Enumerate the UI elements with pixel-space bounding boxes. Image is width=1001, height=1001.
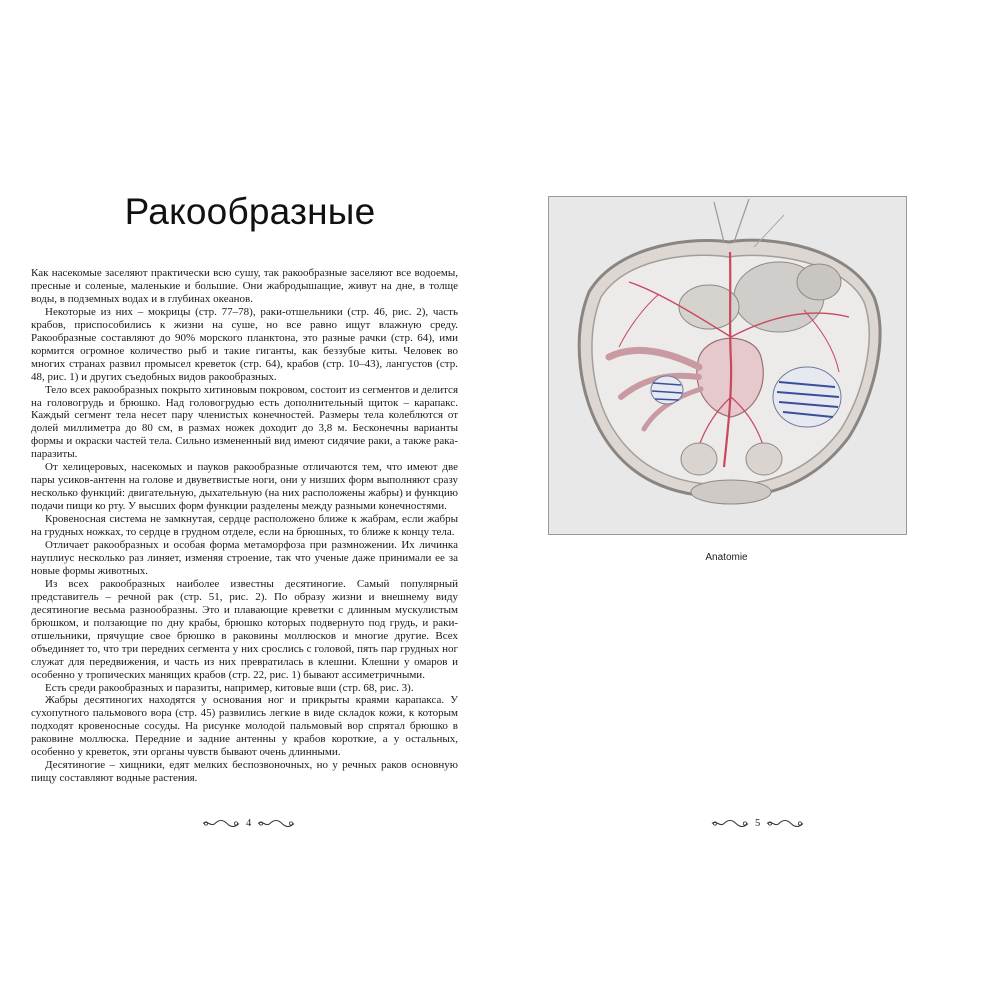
- flourish-ornament-icon: [766, 819, 804, 828]
- page-number-left: [202, 818, 295, 829]
- paragraph: Кровеносная система не замкнутая, сердце расположено ближе к жабрам, если жабры на грудных ножках, то сердце в грудном отделе, если на брюшных, то ближе к концу тела.: [31, 513, 458, 539]
- paragraph: Из всех ракообразных наиболее известны десятиногие. Самый популярный представитель – речной рак (стр. 51, рис. 2). По образу жизни и внешнему виду десятиногие весьма разнообразны. Это и плавающие креветки с длинным мускулистым брюшком, и ползающие по дну крабы, брюшко которых подвернуто под грудь, и раки-отшельники, прячущие свое брюшко в раковины моллюсков и многие другие. Всех объединяет то, что три передних сегмента у них срослись с головой, пять пар грудных ног служат для передвижения, и часть из них превратилась в клешни. Клешни у омаров и особенно у тропических манящих крабов (стр. 22, рис. 1) бывают ассиметричными.: [31, 577, 458, 681]
- paragraph: Есть среди ракообразных и паразиты, например, китовые вши (стр. 68, рис. 3).: [45, 681, 414, 694]
- body-text: [31, 267, 458, 785]
- illustration-caption: Anatomie: [705, 552, 748, 563]
- paragraph: Некоторые из них – мокрицы (стр. 77–78), раки-отшельники (стр. 46, рис. 2), часть крабов, приспособились к жизни на суше, но все равно ищут влажную среду. Ракообразные составляют до 90% морского планктона, это разные рачки (стр. 64), ими кормится огромное количество рыб и такие гиганты, как беззубые киты. Человек во многих странах развил промысел креветок (стр. 64), крабов (стр. 10–43), лангустов (стр. 48, рис. 1) и других съедобных видов ракообразных.: [31, 305, 458, 383]
- flourish-ornament-icon: [257, 819, 295, 828]
- left-page: [0, 0, 500, 1001]
- paragraph: Как насекомые заселяют практически всю сушу, так ракообразные заселяют все водоемы, пресные и соленые, маленькие и большие. Они жабродышащие, живут на дне, в толще воды, в подземных водах и в глубинах океанов.: [31, 267, 458, 305]
- page-number: 4: [246, 818, 252, 829]
- paragraph: От хелицеровых, насекомых и пауков ракообразные отличаются тем, что имеют две пары усиков-антенн на голове и двуветвистые ноги, они у низших форм выполняют сразу несколько функций: двигательную, дыхательную (на них расположены жабры) и функцию подачи пищи ко рту. У высших форм функции разделены между разными конечностями.: [31, 461, 458, 513]
- flourish-ornament-icon: [711, 819, 749, 828]
- anatomy-illustration: [548, 196, 907, 535]
- page-number: 5: [755, 818, 761, 829]
- paragraph: Тело всех ракообразных покрыто хитиновым покровом, состоит из сегментов и делится на головогрудь и брюшко. Над головогрудью есть дополнительный щиток – карапакс. Каждый сегмент тела несет пару членистых конечностей. Размеры тела колеблются от долей миллиметра до 80 см, в размах ножек доходит до 3,8 м. Бесконечны варианты формы и окраски частей тела. Сильно измененный вид имеют сидячие раки, а также рака-паразиты.: [31, 383, 458, 461]
- paragraph: Отличает ракообразных и особая форма метаморфоза при размножении. Их личинка науплиус несколько раз линяет, изменяя строение, так что ученые даже принимали ее за новые формы животных.: [31, 539, 458, 577]
- page-number-right: [711, 818, 804, 829]
- paragraph: Десятиногие – хищники, едят мелких беспозвоночных, но у речных раков основную пищу составляют водные растения.: [31, 759, 458, 785]
- flourish-ornament-icon: [202, 819, 240, 828]
- chapter-title: Ракообразные: [124, 191, 376, 232]
- paragraph: Жабры десятиногих находятся у основания ног и прикрыты краями карапакса. У сухопутного пальмового вора (стр. 45) развились легкие в виде складок кожи, к которым подходят кровеносные сосуды. На рисунке молодой пальмовый вор спрятал брюшко в раковине моллюска. Передние и задние антенны у крабов короткие, а у остальных, особенно у креветок, эти органы чувств бывают очень длинными.: [31, 694, 458, 759]
